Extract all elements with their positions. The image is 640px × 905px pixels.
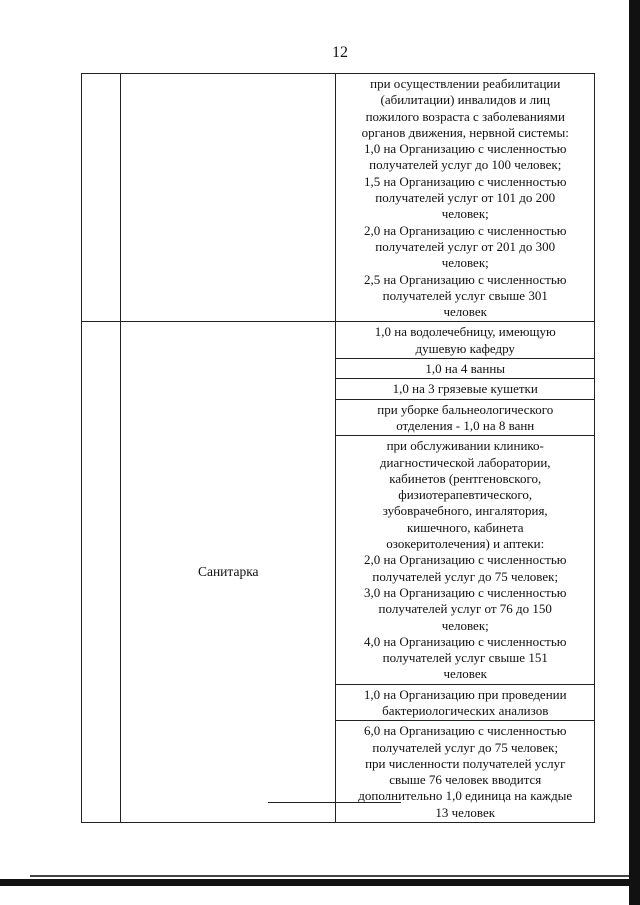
norm-text-line: 3,0 на Организацию с численностью <box>363 584 567 600</box>
norm-text-line: 2,0 на Организацию с численностью <box>363 552 567 568</box>
position-cell: Санитарка <box>121 322 336 823</box>
norm-text-line: 2,0 на Организацию с численностью <box>363 222 567 238</box>
end-of-text-rule <box>268 802 401 803</box>
norm-cell <box>336 379 595 399</box>
norm-text-line: кишечного, кабинета <box>406 519 524 535</box>
norm-text-line: получателей услуг до 75 человек; <box>372 568 559 584</box>
norm-cell <box>336 74 595 322</box>
position-cell <box>121 74 336 322</box>
norm-text-line: дополнительно 1,0 единица на каждые <box>358 788 573 804</box>
norm-text-line: диагностической лаборатории, <box>379 454 551 470</box>
norm-text-line: при обслуживании клинико- <box>386 438 544 454</box>
norm-cell <box>336 684 595 721</box>
norm-text-line: при численности получателей услуг <box>365 755 566 771</box>
norm-text-line: человек; <box>441 206 489 222</box>
norm-text-line: человек; <box>441 617 489 633</box>
norm-text-line: пожилого возраста с заболеваниями <box>365 108 565 124</box>
table-row <box>82 322 595 359</box>
norm-text-line: получателей услуг от 201 до 300 <box>375 238 556 254</box>
norm-text-line: (абилитации) инвалидов и лиц <box>380 92 550 108</box>
norm-text-line: при осуществлении реабилитации <box>370 76 561 91</box>
norm-text-line: получателей услуг от 101 до 200 <box>375 190 556 206</box>
page-number: 12 <box>332 44 348 61</box>
scan-edge-bottom-thin <box>30 875 629 877</box>
norm-cell <box>336 436 595 684</box>
norm-text-line: 1,0 на 4 ванны <box>425 361 506 377</box>
norm-text-line: 4,0 на Организацию с численностью <box>363 633 567 649</box>
scan-edge-right <box>629 0 640 905</box>
norm-text-line: душевую кафедру <box>415 340 515 356</box>
norm-text-line: человек <box>443 304 487 320</box>
norm-text-line: свыше 76 человек вводится <box>389 772 542 788</box>
table-row <box>82 74 595 322</box>
norm-cell <box>336 399 595 436</box>
norm-text-line: 1,5 на Организацию с численностью <box>363 173 567 189</box>
norm-text-line: 6,0 на Организацию с численностью <box>363 723 567 739</box>
norm-text-line: физиотерапевтического, <box>398 487 533 503</box>
norm-text-line: озокеритолечения) и аптеки: <box>386 536 545 552</box>
norm-text-line: 1,0 на Организацию с численностью <box>363 141 567 157</box>
norm-text-line: бактериологических анализов <box>382 702 549 718</box>
norm-text-line: при уборке бальнеологического <box>377 401 554 417</box>
norm-cell <box>336 721 595 823</box>
scan-edge-bottom <box>0 879 640 886</box>
norm-text-line: 1,0 на Организацию при проведении <box>363 686 567 702</box>
norm-text-line: отделения - 1,0 на 8 ванн <box>396 417 535 433</box>
norm-text-line: 2,5 на Организацию с численностью <box>363 271 567 287</box>
norm-text-line: зубоврачебного, ингалятория, <box>382 503 548 519</box>
number-cell <box>82 322 121 823</box>
norm-text-line: получателей услуг до 100 человек; <box>369 157 562 173</box>
norm-text-line: получателей услуг до 75 человек; <box>372 739 559 755</box>
norm-text-line: 13 человек <box>435 804 496 820</box>
norm-text-line: получателей услуг от 76 до 150 <box>378 601 552 617</box>
norm-text-line: 1,0 на 3 грязевые кушетки <box>392 381 538 397</box>
norm-text-line: получателей услуг свыше 301 <box>382 287 548 303</box>
norm-text-line: человек; <box>441 255 489 271</box>
norm-text-line: 1,0 на водолечебницу, имеющую <box>374 324 556 340</box>
norm-text-line: органов движения, нервной системы: <box>361 124 569 140</box>
number-cell <box>82 74 121 322</box>
staffing-norms-table <box>81 73 595 823</box>
norm-cell <box>336 359 595 379</box>
norm-text-line: кабинетов (рентгеновского, <box>389 470 542 486</box>
norm-cell <box>336 322 595 359</box>
norm-text-line: человек <box>443 666 487 682</box>
norm-text-line: получателей услуг свыше 151 <box>382 650 548 666</box>
